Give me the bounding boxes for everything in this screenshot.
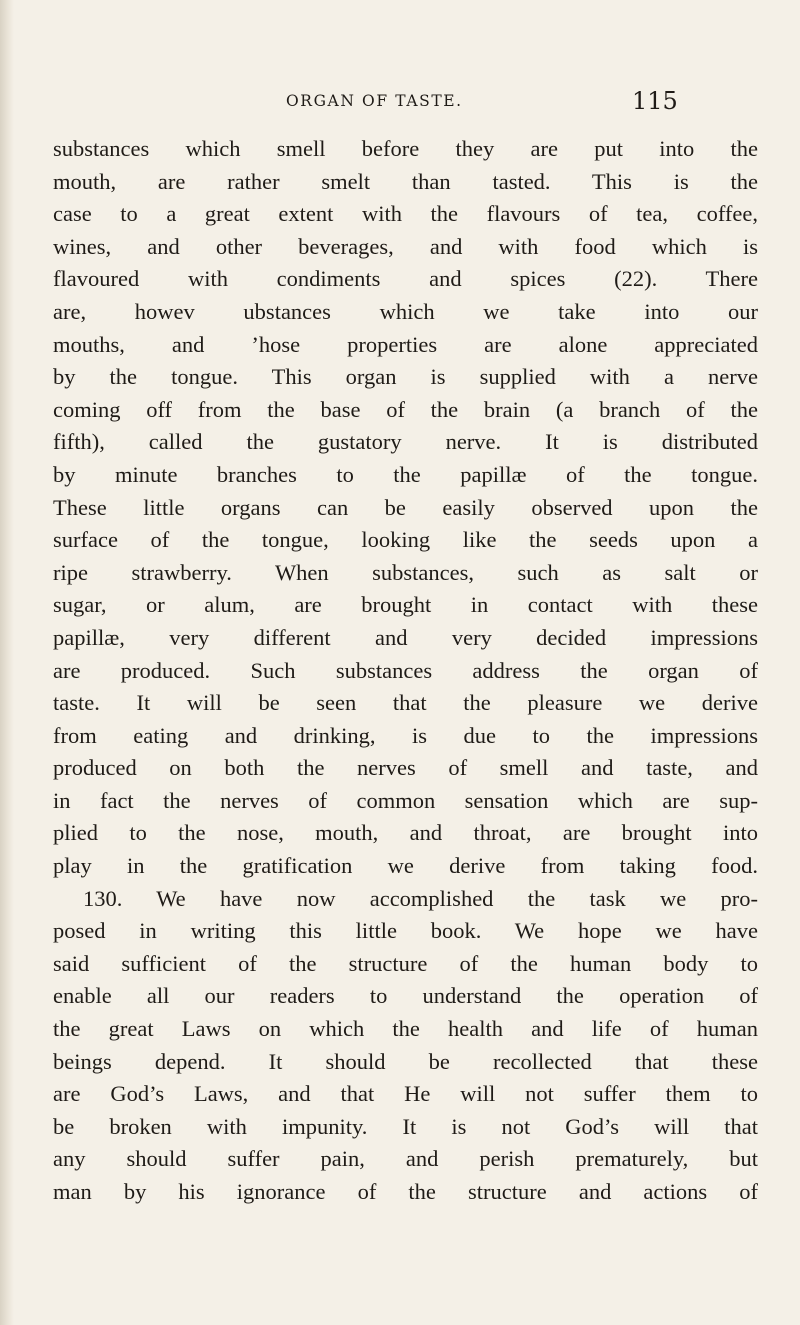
page-edge-shadow [0, 0, 14, 1325]
text-line: be broken with impunity. It is not God’s will that [53, 1113, 758, 1139]
text-line: ripe strawberry. When substances, such as salt or [53, 559, 758, 585]
text-line: coming off from the base of the brain (a branch of the [53, 396, 758, 422]
text-line: taste. It will be seen that the pleasure we derive [53, 690, 758, 716]
text-line: are God’s Laws, and that He will not suffer them to [53, 1081, 758, 1107]
text-line: produced on both the nerves of smell and taste, and [53, 755, 758, 781]
text-line: are produced. Such substances address the organ of [53, 657, 758, 683]
text-line: papillæ, very different and very decided impressions [53, 624, 758, 650]
text-line: mouth, are rather smelt than tasted. This is the [53, 168, 758, 194]
text-line: from eating and drinking, is due to the impressions [53, 722, 758, 748]
text-line: in fact the nerves of common sensation which are sup- [53, 787, 758, 813]
text-line: case to a great extent with the flavours of tea, coffee, [53, 201, 758, 227]
running-title: ORGAN OF TASTE. [286, 92, 463, 110]
text-line: posed in writing this little book. We hope we have [53, 918, 758, 944]
text-line: enable all our readers to understand the operation of [53, 983, 758, 1009]
text-line: wines, and other beverages, and with food which is [53, 233, 758, 259]
text-line: plied to the nose, mouth, and throat, are brought into [53, 820, 758, 846]
text-line: any should suffer pain, and perish prematurely, but [53, 1146, 758, 1172]
paragraph-start-line: 130. We have now accomplished the task we pro- [83, 885, 758, 911]
text-line: sugar, or alum, are brought in contact with these [53, 592, 758, 618]
text-line: said sufficient of the structure of the human body to [53, 950, 758, 976]
body-text [53, 133, 758, 1209]
text-line: fifth), called the gustatory nerve. It is distributed [53, 429, 758, 455]
text-line: substances which smell before they are put into the [53, 136, 758, 161]
text-line: flavoured with condiments and spices (22). There [53, 266, 758, 292]
running-head [0, 86, 800, 116]
text-line: man by his ignorance of the structure and actions of [53, 1179, 758, 1204]
text-line: beings depend. It should be recollected that these [53, 1048, 758, 1074]
text-line: surface of the tongue, looking like the seeds upon a [53, 527, 758, 553]
page-number: 115 [632, 87, 678, 115]
text-line: These little organs can be easily observed upon the [53, 494, 758, 520]
text-line: mouths, and ’hose properties are alone appreciated [53, 331, 758, 357]
text-line: the great Laws on which the health and life of human [53, 1016, 758, 1042]
text-line: are, howev ubstances which we take into our [53, 298, 758, 324]
text-line: by minute branches to the papillæ of the tongue. [53, 461, 758, 487]
text-line: by the tongue. This organ is supplied with a nerve [53, 364, 758, 390]
text-line: play in the gratification we derive from taking food. [53, 853, 758, 879]
